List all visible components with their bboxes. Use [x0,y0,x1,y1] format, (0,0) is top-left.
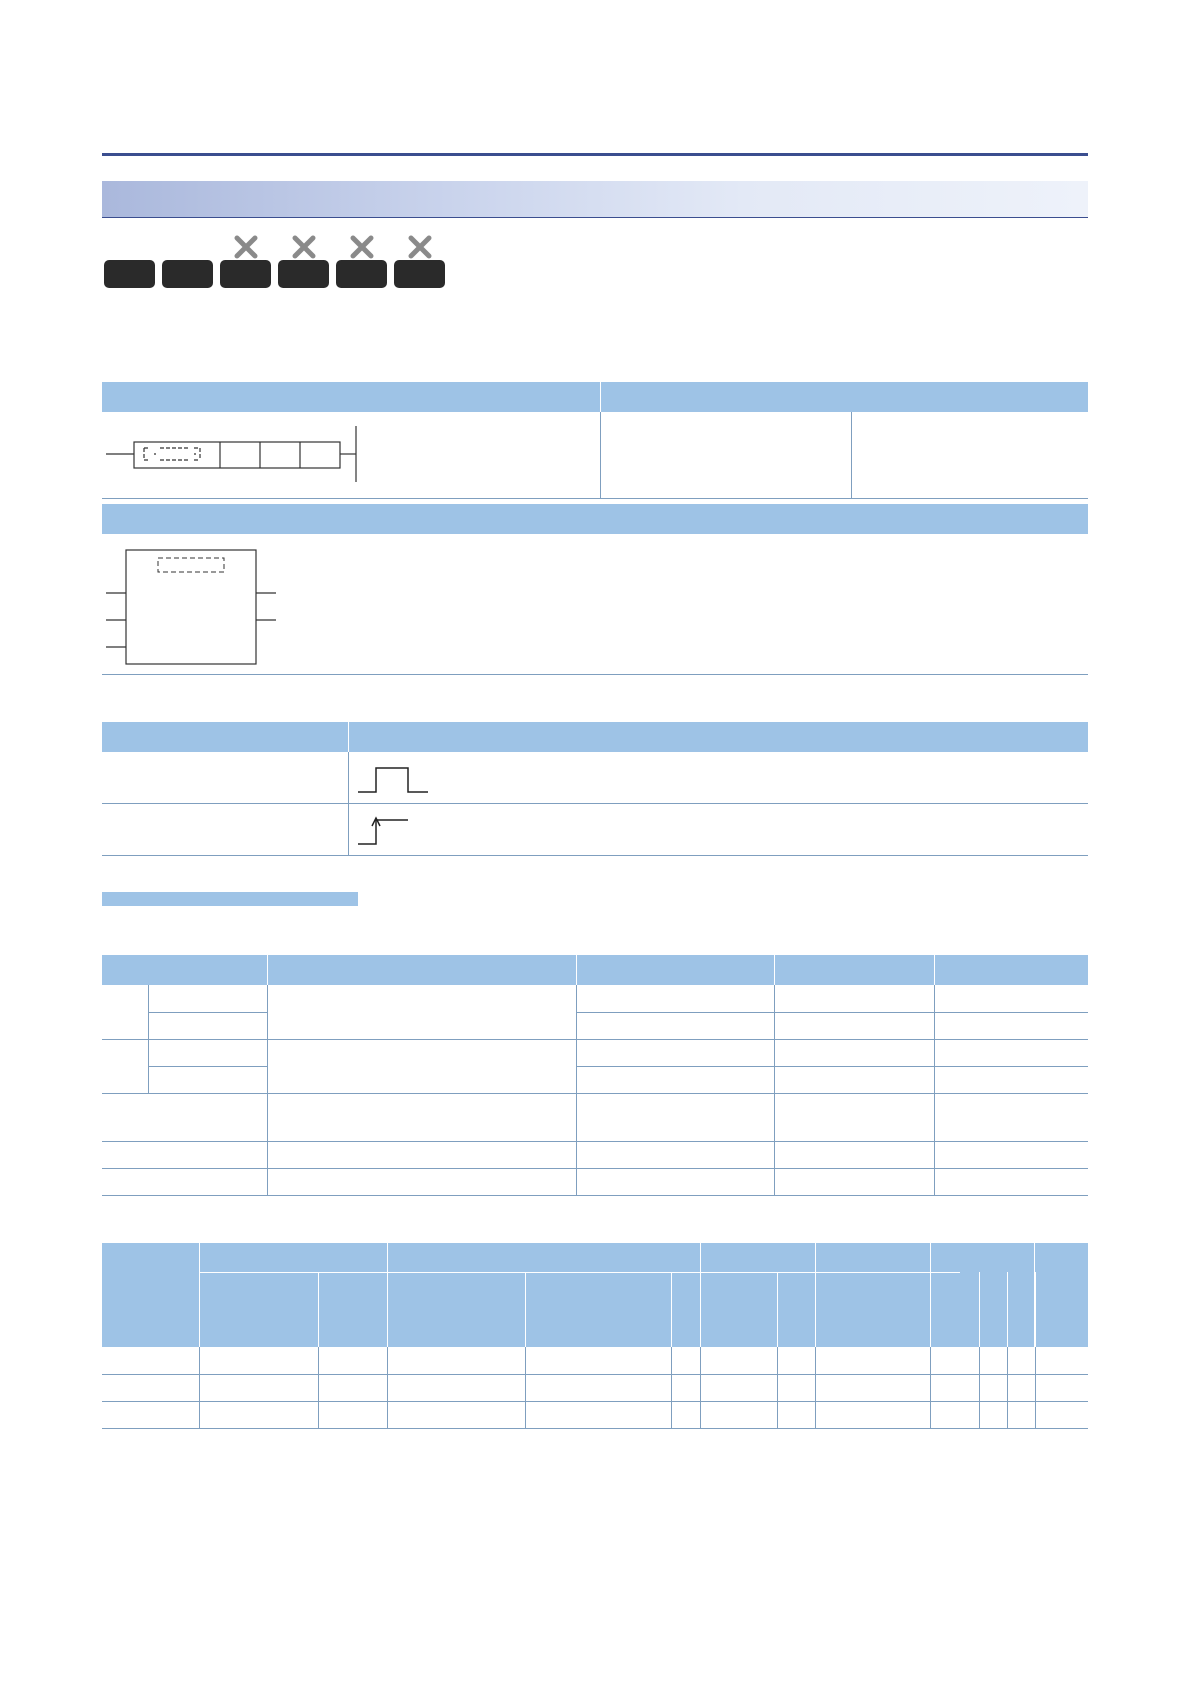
cross-mark-icon [348,233,376,261]
cpu-badge-icon [336,260,387,288]
section-heading-band [102,181,1088,217]
st-header-cell [601,382,1088,412]
ladder-st-header [102,382,1088,412]
applicable-devices-table [102,1243,1088,1429]
setting-data-header [102,955,1088,985]
cross-mark-icon [406,233,434,261]
cross-mark-icon [290,233,318,261]
ladder-header-cell [102,382,601,412]
ladder-diagram-icon [102,424,362,484]
fbd-block-icon [102,548,302,668]
execution-condition-table [102,722,1088,855]
title-rule [102,153,1088,156]
rising-edge-icon [356,812,436,848]
ladder-st-body [102,412,1088,499]
cpu-badge-icon [220,260,271,288]
devices-header [102,1243,1088,1347]
cross-mark-icon [232,233,260,261]
cpu-badge-icon [104,260,155,288]
exec-row-pulse [102,752,1088,804]
devices-body [102,1347,1088,1429]
pulse-waveform-icon [356,760,436,796]
cpu-badge-icon [278,260,329,288]
exec-header-instruction [102,722,349,752]
exec-row-rising [102,804,1088,856]
exec-header-condition [349,722,1088,752]
cpu-badge-icon [162,260,213,288]
cpu-badge-icon [394,260,445,288]
fbd-header [102,504,1088,534]
setting-data-table [102,955,1088,1195]
setting-data-body [102,985,1088,1195]
setting-data-label-bar [102,892,358,906]
fbd-body [102,534,1088,675]
section-heading-rule [102,217,1088,218]
